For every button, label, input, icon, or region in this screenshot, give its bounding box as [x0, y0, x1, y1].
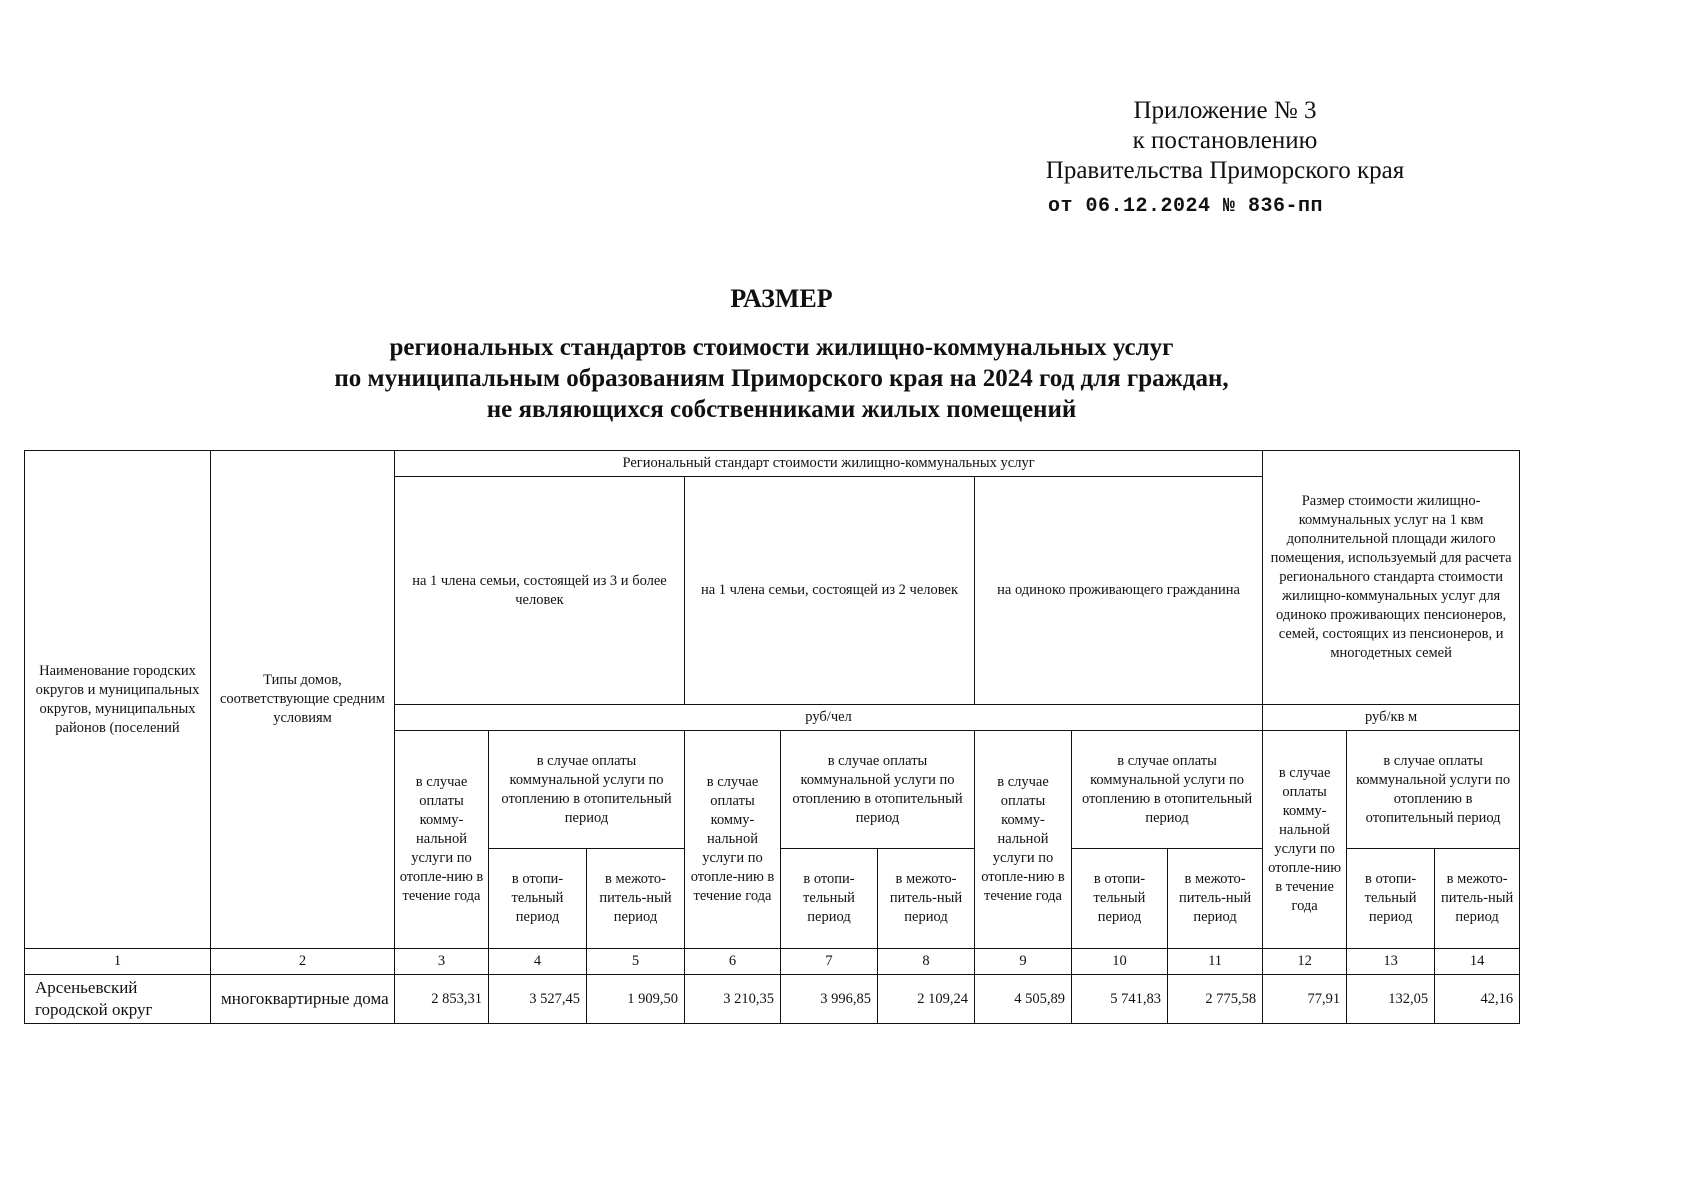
column-number: 14 — [1435, 949, 1520, 975]
header-season-payment-1: в случае оплаты коммунальной услуги по отоплению в отопительный период — [1072, 731, 1263, 849]
header-yearly-payment-1: в случае оплаты комму-нальной услуги по отопле-нию в течение года — [975, 731, 1072, 949]
header-family-2: на 1 члена семьи, состоящей из 2 человек — [685, 477, 975, 705]
header-house-type: Типы домов, соответствующие средним условиям — [211, 451, 395, 949]
value-cell: 4 505,89 — [975, 975, 1072, 1024]
decree-date-number: от 06.12.2024 № 836-пп — [1048, 195, 1324, 218]
value-cell: 77,91 — [1263, 975, 1347, 1024]
header-season-payment-2: в случае оплаты коммунальной услуги по отоплению в отопительный период — [781, 731, 975, 849]
column-number: 13 — [1347, 949, 1435, 975]
header-extra-area: Размер стоимости жилищно-коммунальных услуг на 1 квм дополнительной площади жилого помещения, используемый для расчета регионального стандарта стоимости жилищно-коммунальных услуг для одиноко проживающих пенсионеров, семей, состоящих из пенсионеров, и многодетных семей — [1263, 451, 1520, 705]
header-off-period-sqm: в межото-питель-ный период — [1435, 849, 1520, 949]
header-off-period-3: в межото-питель-ный период — [587, 849, 685, 949]
header-off-period-1: в межото-питель-ный период — [1168, 849, 1263, 949]
header-family-3-plus: на 1 члена семьи, состоящей из 3 и более человек — [395, 477, 685, 705]
appendix-to-decree: к постановлению — [1132, 127, 1318, 154]
column-number: 3 — [395, 949, 489, 975]
appendix-number: Приложение № 3 — [1133, 97, 1317, 124]
column-number: 7 — [781, 949, 878, 975]
column-number: 10 — [1072, 949, 1168, 975]
header-single-citizen: на одиноко проживающего гражданина — [975, 477, 1263, 705]
value-cell: 5 741,83 — [1072, 975, 1168, 1024]
header-season-payment-sqm: в случае оплаты коммунальной услуги по отоплению в отопительный период — [1347, 731, 1520, 849]
column-number: 1 — [25, 949, 211, 975]
header-yearly-payment-sqm: в случае оплаты комму-нальной услуги по отопле-нию в течение года — [1263, 731, 1347, 949]
appendix-government: Правительства Приморского края — [1045, 157, 1405, 184]
value-cell: 2 109,24 — [878, 975, 975, 1024]
header-heating-period-1: в отопи-тельный период — [1072, 849, 1168, 949]
subtitle-line-3: не являющихся собственниками жилых помещений — [486, 396, 1077, 423]
header-season-payment-3: в случае оплаты коммунальной услуги по отоплению в отопительный период — [489, 731, 685, 849]
subtitle-line-2: по муниципальным образованиям Приморского края на 2024 год для граждан, — [334, 365, 1229, 392]
header-regional-standard: Региональный стандарт стоимости жилищно-коммунальных услуг — [395, 451, 1263, 477]
document-title: РАЗМЕР — [730, 284, 833, 313]
column-number: 12 — [1263, 949, 1347, 975]
column-number: 6 — [685, 949, 781, 975]
header-yearly-payment-2: в случае оплаты комму-нальной услуги по отопле-нию в течение года — [685, 731, 781, 949]
unit-rub-per-person: руб/чел — [395, 705, 1263, 731]
column-number: 4 — [489, 949, 587, 975]
house-type: многоквартирные дома — [211, 975, 395, 1024]
document-subtitle — [0, 332, 1563, 425]
header-off-period-2: в межото-питель-ный период — [878, 849, 975, 949]
value-cell: 2 853,31 — [395, 975, 489, 1024]
column-number: 2 — [211, 949, 395, 975]
rates-table — [24, 450, 1520, 1024]
subtitle-line-1: региональных стандартов стоимости жилищно-коммунальных услуг — [389, 334, 1174, 361]
header-heating-period-3: в отопи-тельный период — [489, 849, 587, 949]
appendix-block — [1000, 96, 1450, 220]
unit-rub-per-sqm: руб/кв м — [1263, 705, 1520, 731]
header-yearly-payment-3: в случае оплаты комму-нальной услуги по отопле-нию в течение года — [395, 731, 489, 949]
column-number: 5 — [587, 949, 685, 975]
value-cell: 3 527,45 — [489, 975, 587, 1024]
table-row — [25, 975, 1520, 1024]
value-cell: 42,16 — [1435, 975, 1520, 1024]
column-number-row — [25, 949, 1520, 975]
municipality-name: Арсеньевский городской округ — [25, 975, 211, 1024]
column-number: 11 — [1168, 949, 1263, 975]
value-cell: 3 210,35 — [685, 975, 781, 1024]
value-cell: 1 909,50 — [587, 975, 685, 1024]
column-number: 9 — [975, 949, 1072, 975]
value-cell: 132,05 — [1347, 975, 1435, 1024]
header-heating-period-sqm: в отопи-тельный период — [1347, 849, 1435, 949]
header-heating-period-2: в отопи-тельный период — [781, 849, 878, 949]
value-cell: 3 996,85 — [781, 975, 878, 1024]
header-municipality: Наименование городских округов и муниципальных округов, муниципальных районов (поселений — [25, 451, 211, 949]
value-cell: 2 775,58 — [1168, 975, 1263, 1024]
column-number: 8 — [878, 949, 975, 975]
